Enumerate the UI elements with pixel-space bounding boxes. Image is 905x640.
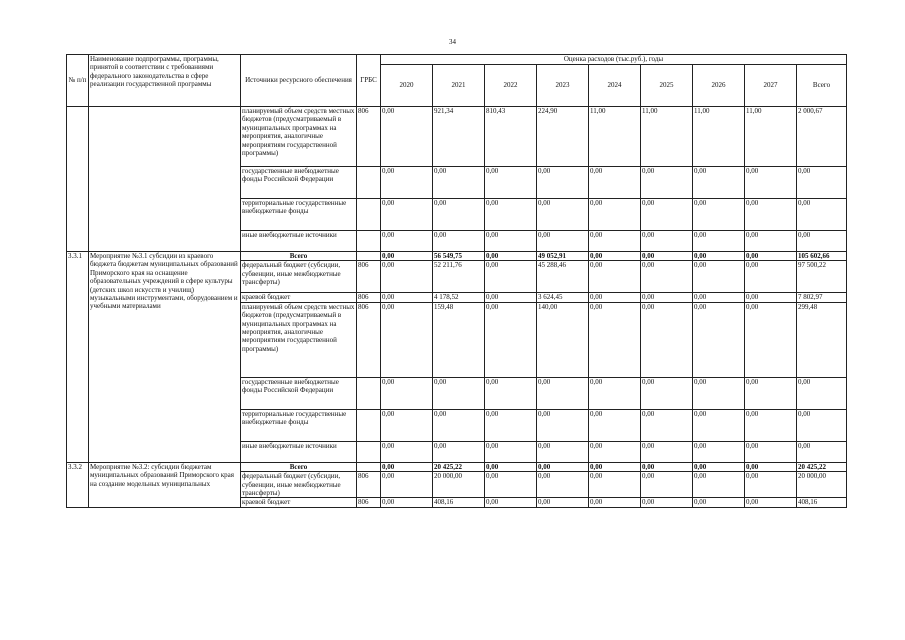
funding-source: планируемый объем средств местных бюджетов (предусматриваемый в муниципальных программах на мероприятия, аналогичные мероприятиям государственной программы) bbox=[241, 107, 357, 167]
grbs-code: 806 bbox=[357, 293, 381, 302]
grbs-code bbox=[357, 441, 381, 462]
value-cell: 0,00 bbox=[589, 498, 641, 507]
value-cell: 0,00 bbox=[745, 377, 797, 409]
value-cell: 0,00 bbox=[745, 231, 797, 252]
funding-source: планируемый объем средств местных бюджетов (предусматриваемый в муниципальных программах на мероприятия, аналогичные мероприятиям государственной программы) bbox=[241, 302, 357, 377]
header-grbs: ГРБС bbox=[357, 55, 381, 107]
value-cell: 0,00 bbox=[693, 231, 745, 252]
value-cell: 0,00 bbox=[589, 409, 641, 441]
page-number: 34 bbox=[449, 38, 456, 46]
grbs-code bbox=[357, 409, 381, 441]
value-cell: 0,00 bbox=[589, 252, 641, 261]
header-num: № п/п bbox=[67, 55, 89, 107]
value-cell: 140,00 bbox=[537, 302, 589, 377]
value-cell: 0,00 bbox=[797, 167, 847, 199]
value-cell: 20 000,00 bbox=[797, 472, 847, 498]
value-cell: 0,00 bbox=[485, 441, 537, 462]
funding-source: краевой бюджет bbox=[241, 498, 357, 507]
grbs-code: 806 bbox=[357, 261, 381, 293]
grbs-code: 806 bbox=[357, 302, 381, 377]
value-cell: 0,00 bbox=[381, 472, 433, 498]
funding-source: Всего bbox=[241, 252, 357, 261]
funding-source: федеральный бюджет (субсидии, субвенции, иные межбюджетные трансферты) bbox=[241, 261, 357, 293]
header-year: 2023 bbox=[537, 65, 589, 107]
value-cell: 224,90 bbox=[537, 107, 589, 167]
funding-source: государственные внебюджетные фонды Российской Федерации bbox=[241, 377, 357, 409]
value-cell: 0,00 bbox=[693, 462, 745, 471]
row-number: 3.3.2 bbox=[67, 462, 89, 507]
value-cell: 0,00 bbox=[745, 462, 797, 471]
value-cell: 0,00 bbox=[381, 462, 433, 471]
value-cell: 0,00 bbox=[537, 472, 589, 498]
value-cell: 20 000,00 bbox=[433, 472, 485, 498]
value-cell: 0,00 bbox=[589, 199, 641, 231]
value-cell: 0,00 bbox=[485, 261, 537, 293]
row-number bbox=[67, 107, 89, 252]
value-cell: 0,00 bbox=[745, 302, 797, 377]
value-cell: 0,00 bbox=[745, 472, 797, 498]
value-cell: 0,00 bbox=[693, 302, 745, 377]
value-cell: 11,00 bbox=[641, 107, 693, 167]
value-cell: 0,00 bbox=[537, 167, 589, 199]
value-cell: 0,00 bbox=[433, 167, 485, 199]
value-cell: 0,00 bbox=[589, 302, 641, 377]
value-cell: 0,00 bbox=[641, 441, 693, 462]
table-row bbox=[67, 252, 847, 261]
value-cell: 0,00 bbox=[485, 252, 537, 261]
program-name bbox=[89, 107, 241, 252]
value-cell: 0,00 bbox=[745, 252, 797, 261]
value-cell: 0,00 bbox=[433, 441, 485, 462]
value-cell: 56 549,75 bbox=[433, 252, 485, 261]
value-cell: 4 178,52 bbox=[433, 293, 485, 302]
value-cell: 0,00 bbox=[433, 199, 485, 231]
value-cell: 52 211,76 bbox=[433, 261, 485, 293]
header-year: 2026 bbox=[693, 65, 745, 107]
value-cell: 0,00 bbox=[745, 409, 797, 441]
value-cell: 0,00 bbox=[641, 261, 693, 293]
value-cell: 0,00 bbox=[537, 441, 589, 462]
funding-source: иные внебюджетные источники bbox=[241, 441, 357, 462]
value-cell: 0,00 bbox=[381, 252, 433, 261]
value-cell: 0,00 bbox=[641, 462, 693, 471]
table-row bbox=[67, 107, 847, 167]
funding-source: Всего bbox=[241, 462, 357, 471]
value-cell: 0,00 bbox=[433, 231, 485, 252]
header-source: Источники ресурсного обеспечения bbox=[241, 55, 357, 107]
value-cell: 0,00 bbox=[485, 199, 537, 231]
value-cell: 49 052,91 bbox=[537, 252, 589, 261]
value-cell: 0,00 bbox=[589, 472, 641, 498]
value-cell: 0,00 bbox=[381, 199, 433, 231]
value-cell: 0,00 bbox=[485, 409, 537, 441]
value-cell: 11,00 bbox=[589, 107, 641, 167]
value-cell: 0,00 bbox=[381, 302, 433, 377]
value-cell: 0,00 bbox=[589, 167, 641, 199]
value-cell: 0,00 bbox=[485, 293, 537, 302]
value-cell: 0,00 bbox=[745, 293, 797, 302]
header-year: 2024 bbox=[589, 65, 641, 107]
expenditure-table bbox=[66, 54, 847, 508]
value-cell: 0,00 bbox=[797, 377, 847, 409]
header-year: 2022 bbox=[485, 65, 537, 107]
value-cell: 0,00 bbox=[537, 409, 589, 441]
header-estimate: Оценка расходов (тыс.руб.), годы bbox=[381, 55, 847, 65]
value-cell: 20 425,22 bbox=[797, 462, 847, 471]
value-cell: 0,00 bbox=[641, 302, 693, 377]
value-cell: 105 602,66 bbox=[797, 252, 847, 261]
value-cell: 0,00 bbox=[589, 231, 641, 252]
value-cell: 0,00 bbox=[693, 441, 745, 462]
value-cell: 0,00 bbox=[589, 293, 641, 302]
value-cell: 0,00 bbox=[537, 199, 589, 231]
funding-source: государственные внебюджетные фонды Российской Федерации bbox=[241, 167, 357, 199]
value-cell: 0,00 bbox=[381, 498, 433, 507]
value-cell: 0,00 bbox=[745, 199, 797, 231]
program-name: Мероприятие №3.2: субсидии бюджетам муниципальных образований Приморского края на создание модельных муниципальных bbox=[89, 462, 241, 507]
value-cell: 0,00 bbox=[641, 472, 693, 498]
value-cell: 0,00 bbox=[693, 409, 745, 441]
funding-source: территориальные государственные внебюджетные фонды bbox=[241, 409, 357, 441]
value-cell: 0,00 bbox=[693, 472, 745, 498]
grbs-code bbox=[357, 167, 381, 199]
value-cell: 0,00 bbox=[589, 261, 641, 293]
value-cell: 0,00 bbox=[381, 409, 433, 441]
value-cell: 3 624,45 bbox=[537, 293, 589, 302]
value-cell: 0,00 bbox=[381, 167, 433, 199]
row-number: 3.3.1 bbox=[67, 252, 89, 463]
header-name: Наименование подпрограммы, программы, принятой в соответствии с требованиями федерального законодательства в сфере реализации государственной программы bbox=[89, 55, 241, 107]
value-cell: 0,00 bbox=[693, 261, 745, 293]
value-cell: 11,00 bbox=[693, 107, 745, 167]
value-cell: 0,00 bbox=[745, 498, 797, 507]
header-year: 2025 bbox=[641, 65, 693, 107]
value-cell: 0,00 bbox=[381, 261, 433, 293]
value-cell: 0,00 bbox=[381, 377, 433, 409]
grbs-code: 806 bbox=[357, 472, 381, 498]
value-cell: 0,00 bbox=[797, 231, 847, 252]
grbs-code bbox=[357, 252, 381, 261]
grbs-code bbox=[357, 462, 381, 471]
funding-source: территориальные государственные внебюджетные фонды bbox=[241, 199, 357, 231]
value-cell: 0,00 bbox=[485, 377, 537, 409]
value-cell: 0,00 bbox=[485, 472, 537, 498]
value-cell: 0,00 bbox=[693, 252, 745, 261]
value-cell: 0,00 bbox=[745, 441, 797, 462]
funding-source: федеральный бюджет (субсидии, субвенции, иные межбюджетные трансферты) bbox=[241, 472, 357, 498]
value-cell: 0,00 bbox=[537, 231, 589, 252]
value-cell: 0,00 bbox=[537, 498, 589, 507]
value-cell: 0,00 bbox=[693, 377, 745, 409]
value-cell: 0,00 bbox=[641, 231, 693, 252]
header-year: 2027 bbox=[745, 65, 797, 107]
grbs-code bbox=[357, 377, 381, 409]
grbs-code: 806 bbox=[357, 107, 381, 167]
value-cell: 0,00 bbox=[589, 441, 641, 462]
value-cell: 0,00 bbox=[641, 377, 693, 409]
grbs-code bbox=[357, 199, 381, 231]
value-cell: 0,00 bbox=[693, 498, 745, 507]
header-year: Всего bbox=[797, 65, 847, 107]
value-cell: 0,00 bbox=[381, 107, 433, 167]
value-cell: 20 425,22 bbox=[433, 462, 485, 471]
value-cell: 0,00 bbox=[641, 409, 693, 441]
value-cell: 0,00 bbox=[485, 302, 537, 377]
value-cell: 0,00 bbox=[433, 409, 485, 441]
value-cell: 0,00 bbox=[537, 462, 589, 471]
grbs-code: 806 bbox=[357, 498, 381, 507]
funding-source: иные внебюджетные источники bbox=[241, 231, 357, 252]
value-cell: 0,00 bbox=[485, 498, 537, 507]
value-cell: 0,00 bbox=[381, 231, 433, 252]
value-cell: 0,00 bbox=[641, 498, 693, 507]
value-cell: 0,00 bbox=[589, 462, 641, 471]
funding-source: краевой бюджет bbox=[241, 293, 357, 302]
value-cell: 0,00 bbox=[485, 231, 537, 252]
value-cell: 2 000,67 bbox=[797, 107, 847, 167]
value-cell: 299,48 bbox=[797, 302, 847, 377]
value-cell: 0,00 bbox=[797, 409, 847, 441]
value-cell: 0,00 bbox=[797, 441, 847, 462]
program-name: Мероприятие №3.1 субсидии из краевого бюджета бюджетам муниципальных образований Приморского края на оснащение образовательных учреждений в сфере культуры (детских школ искусств и училищ) музыкальными инструментами, оборудованием и учебными материалами bbox=[89, 252, 241, 463]
value-cell: 408,16 bbox=[433, 498, 485, 507]
value-cell: 921,34 bbox=[433, 107, 485, 167]
value-cell: 408,16 bbox=[797, 498, 847, 507]
value-cell: 0,00 bbox=[381, 441, 433, 462]
grbs-code bbox=[357, 231, 381, 252]
value-cell: 810,43 bbox=[485, 107, 537, 167]
value-cell: 45 288,46 bbox=[537, 261, 589, 293]
value-cell: 0,00 bbox=[485, 167, 537, 199]
value-cell: 0,00 bbox=[641, 293, 693, 302]
value-cell: 0,00 bbox=[381, 293, 433, 302]
value-cell: 7 802,97 bbox=[797, 293, 847, 302]
value-cell: 0,00 bbox=[693, 167, 745, 199]
value-cell: 159,48 bbox=[433, 302, 485, 377]
value-cell: 0,00 bbox=[589, 377, 641, 409]
value-cell: 0,00 bbox=[641, 252, 693, 261]
value-cell: 0,00 bbox=[537, 377, 589, 409]
table-row bbox=[67, 462, 847, 471]
value-cell: 97 500,22 bbox=[797, 261, 847, 293]
value-cell: 0,00 bbox=[693, 293, 745, 302]
value-cell: 0,00 bbox=[693, 199, 745, 231]
value-cell: 0,00 bbox=[641, 199, 693, 231]
header-year: 2021 bbox=[433, 65, 485, 107]
value-cell: 0,00 bbox=[745, 167, 797, 199]
value-cell: 11,00 bbox=[745, 107, 797, 167]
value-cell: 0,00 bbox=[745, 261, 797, 293]
value-cell: 0,00 bbox=[433, 377, 485, 409]
header-year: 2020 bbox=[381, 65, 433, 107]
value-cell: 0,00 bbox=[641, 167, 693, 199]
value-cell: 0,00 bbox=[485, 462, 537, 471]
value-cell: 0,00 bbox=[797, 199, 847, 231]
